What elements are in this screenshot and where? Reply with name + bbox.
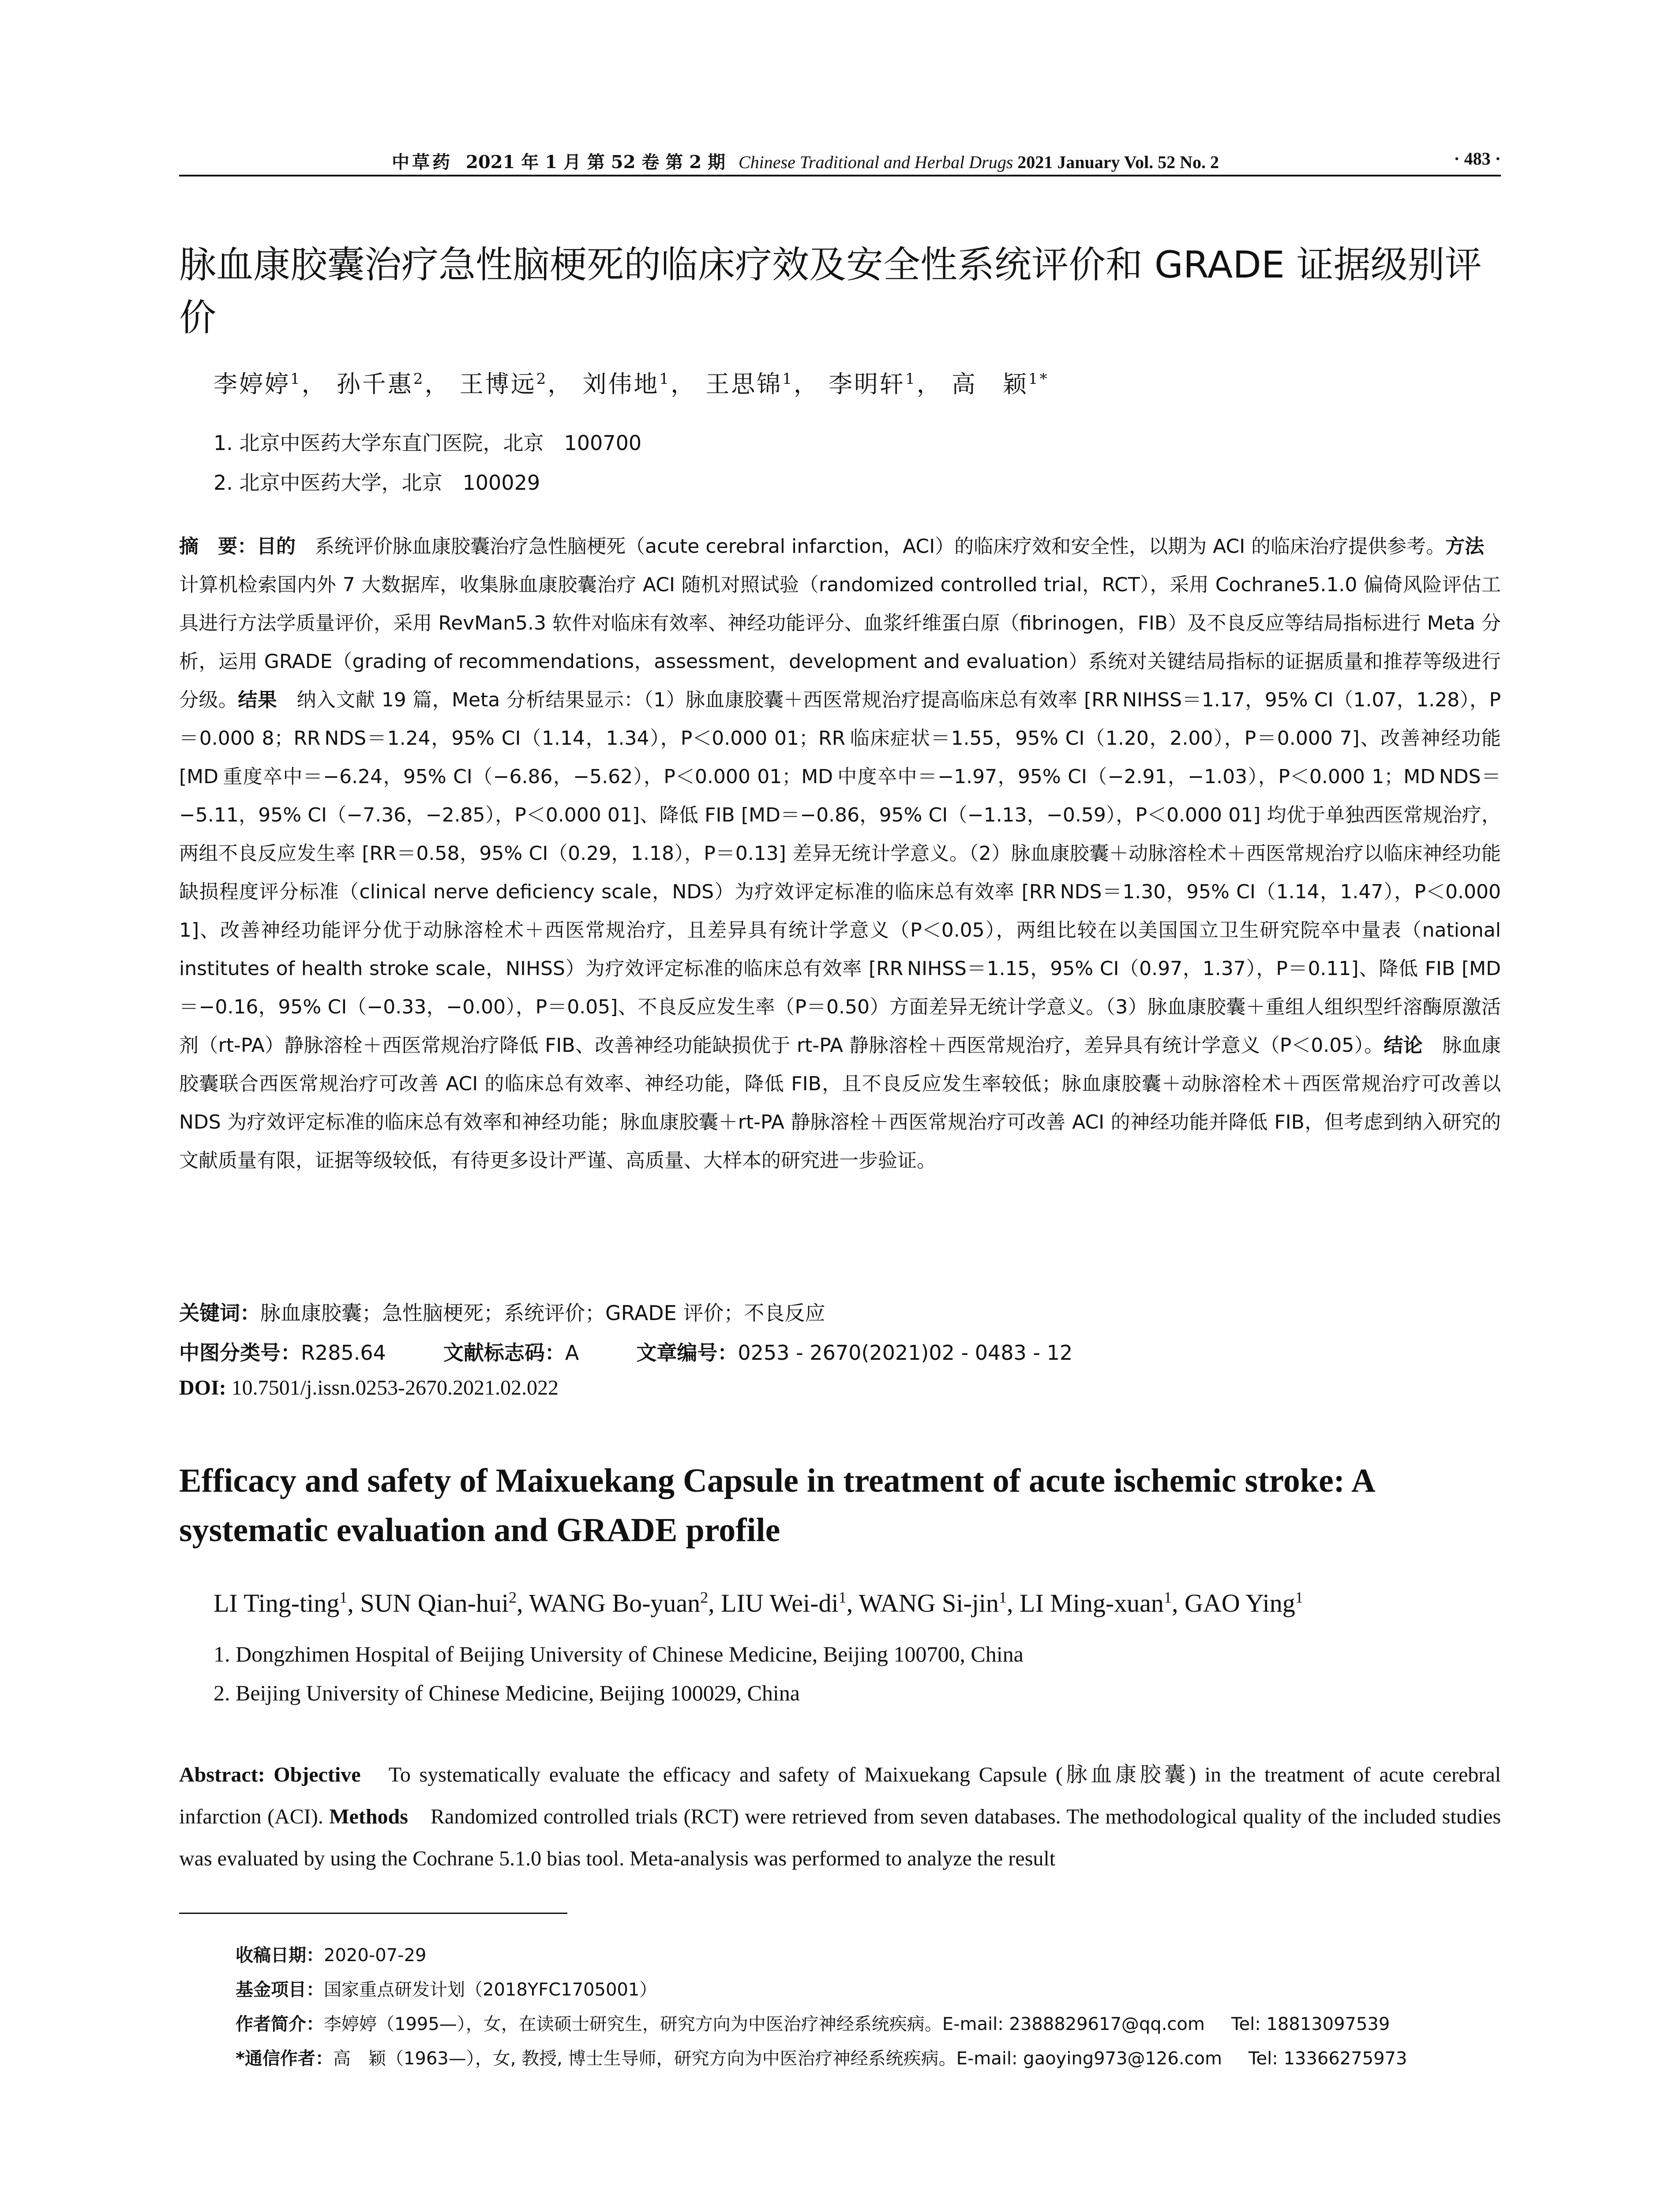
journal-name-cn: 中草药 <box>392 152 453 173</box>
affiliation-cn-2: 2. 北京中医药大学，北京 100029 <box>214 471 540 495</box>
author-bio-label: 作者简介： <box>236 2014 324 2034</box>
article-title-cn: 脉血康胶囊治疗急性脑梗死的临床疗效及安全性系统评价和 GRADE 证据级别评价 <box>179 243 1482 339</box>
author-cn: 李明轩$^1$， <box>829 370 942 398</box>
results-label: 结果 <box>238 689 278 711</box>
doc-code-label: 文献标志码： <box>443 1341 565 1365</box>
fund-label: 基金项目： <box>236 1980 324 2000</box>
classification <box>179 1337 1072 1366</box>
received-label: 收稿日期： <box>236 1945 324 1966</box>
running-header <box>179 142 1501 173</box>
page-number: · 483 · <box>1454 149 1501 169</box>
author-en: SUN Qian-hui$^2$, <box>360 1589 529 1618</box>
doc-code-value: A <box>565 1341 579 1365</box>
abstract-label: 摘 要： <box>179 535 257 558</box>
keywords <box>179 1297 825 1326</box>
corresponding-label: *通信作者： <box>236 2048 333 2069</box>
journal-name-en: Chinese Traditional and Herbal Drugs <box>739 152 1013 172</box>
footnote-fund <box>236 1976 657 2001</box>
author-bio-value: 李婷婷（1995—），女，在读硕士研究生，研究方向为中医治疗神经系统疾病。E-mail: 2388829617@qq.com <box>324 2014 1205 2034</box>
author-cn: 刘伟地$^1$， <box>582 370 697 398</box>
keywords-label: 关键词： <box>179 1301 260 1325</box>
author-cn: 王博远$^2$， <box>459 370 574 398</box>
author-list-cn <box>214 365 1049 399</box>
author-list-en <box>214 1588 1303 1618</box>
methods-en-text: Randomized controlled trials (RCT) were retrieved from seven databases. The methodological quality of the included studies was evaluated by using the Cochrane 5.1.0 bias tool. Meta-analysis was performed to analyze the result <box>179 1805 1501 1870</box>
author-en: LI Ming-xuan$^1$, <box>1019 1589 1185 1618</box>
doi <box>179 1376 559 1400</box>
objective-text: 系统评价脉血康胶囊治疗急性脑梗死（acute cerebral infarction，ACI）的临床疗效和安全性，以期为 ACI 的临床治疗提供参考。 <box>296 535 1446 558</box>
footnote-author <box>236 2010 1390 2035</box>
article-number-value: 0253 - 2670(2021)02 - 0483 - 12 <box>738 1341 1073 1365</box>
received-value: 2020-07-29 <box>324 1945 427 1966</box>
article-number-label: 文章编号： <box>636 1341 738 1365</box>
footnote-corresponding <box>236 2045 1407 2070</box>
author-cn: 孙千惠$^2$， <box>336 370 450 398</box>
author-en: WANG Bo-yuan$^2$, <box>529 1589 721 1618</box>
doi-value[interactable]: 10.7501/j.issn.0253-2670.2021.02.022 <box>231 1376 559 1399</box>
author-en: LI Ting-ting$^1$, <box>214 1589 360 1618</box>
abstract-en <box>179 1754 1501 1880</box>
article-title-en: Efficacy and safety of Maixuekang Capsule in treatment of acute ischemic stroke: A systematic evaluation and GRADE profile <box>179 1462 1374 1549</box>
running-header-left <box>392 148 1219 173</box>
clc-label: 中图分类号： <box>179 1341 301 1365</box>
author-en: LIU Wei-$di^1$, <box>721 1589 859 1618</box>
author-en: GAO Ying$^1$ <box>1184 1589 1303 1618</box>
clc-value: R285.64 <box>301 1341 386 1365</box>
fund-value: 国家重点研发计划（2018YFC1705001） <box>324 1980 657 2000</box>
doi-label: DOI: <box>179 1376 226 1399</box>
issue-date-cn: 2021 年 1 月 第 52 卷 第 2 期 <box>466 152 725 173</box>
corresponding-tel: Tel: 13366275973 <box>1248 2048 1407 2069</box>
author-cn: 李婷婷$^1$， <box>214 370 327 398</box>
issue-date-en: 2021 January Vol. 52 No. 2 <box>1017 152 1219 172</box>
author-cn: 高 颖$^{1*}$ <box>951 370 1049 398</box>
author-en: WANG Si-jin$^1$, <box>859 1589 1020 1618</box>
keywords-value: 脉血康胶囊；急性脑梗死；系统评价；GRADE 评价；不良反应 <box>260 1301 825 1325</box>
affiliation-cn-1: 1. 北京中医药大学东直门医院，北京 100700 <box>214 431 642 455</box>
methods-label: 方法 <box>1445 535 1485 558</box>
corresponding-value: 高 颖（1963—），女, 教授, 博士生导师，研究方向为中医治疗神经系统疾病。E-mail: gaoying973@126.com <box>333 2048 1222 2069</box>
author-tel: Tel: 18813097539 <box>1231 2014 1390 2034</box>
objective-en-text: To systematically evaluate the efficacy and safety of Maixuekang Capsule (脉血康胶囊) in the treatment of acute cerebral infarction (ACI). <box>179 1763 1501 1828</box>
footnote-received <box>236 1941 426 1966</box>
abstract-cn <box>179 527 1504 1180</box>
methods-text: 计算机检索国内外 7 大数据库，收集脉血康胶囊治疗 ACI 随机对照试验（randomized controlled trial，RCT），采用 Cochrane5.1.0 偏倚风险评估工具进行方法学质量评价，采用 RevMan5.3 软件对临床有效率、神经功能评分、血浆纤维蛋白原（fibrinogen，FIB）及不良反应等结局指标进行 Meta 分析，运用 GRADE（grading of recommendations，assessment，development and evaluation）系统对关键结局指标的证据质量和推荐等级进行分级。 <box>179 535 1504 711</box>
conclusion-label: 结论 <box>1384 1034 1423 1057</box>
abstract-en-label: Abstract: Objective <box>179 1763 361 1786</box>
header-rule <box>179 175 1501 176</box>
author-cn: 王思锦$^1$， <box>705 370 819 398</box>
conclusion-text: 脉血康胶囊联合西医常规治疗可改善 ACI 的临床总有效率、神经功能，降低 FIB，且不良反应发生率较低；脉血康胶囊＋动脉溶栓术＋西医常规治疗可改善以 NDS 为疗效评定标准的临床总有效率和神经功能；脉血康胶囊＋rt-PA 静脉溶栓＋西医常规治疗可改善 ACI 的神经功能并降低 FIB，但考虑到纳入研究的文献质量有限，证据等级较低，有待更多设计严谨、高质量、大样本的研究进一步验证。 <box>179 1034 1501 1172</box>
affiliation-en-1: 1. Dongzhimen Hospital of Beijing University of Chinese Medicine, Beijing 100700, China <box>214 1642 1024 1666</box>
objective-label: 目的 <box>257 535 296 558</box>
affiliation-en-2: 2. Beijing University of Chinese Medicine, Beijing 100029, China <box>214 1681 800 1705</box>
results-text: 纳入文献 19 篇，Meta 分析结果显示：（1）脉血康胶囊＋西医常规治疗提高临床总有效率 [RR NIHSS＝1.17，95% CI（1.07，1.28），P＝0.000 8；RR NDS＝1.24，95% CI（1.14，1.34），P＜0.000 01；RR 临床症状＝1.55，95% CI（1.20，2.00），P＝0.000 7]、改善神经功能 [MD 重度卒中＝−6.24，95% CI（−6.86，−5.62），P＜0.000 01；MD 中度卒中＝−1.97，95% CI（−2.91，−1.03），P＜0.000 1；MD NDS＝−5.11，95% CI（−7.36，−2.85），P＜0.000 01]、降低 FIB [MD＝−0.86，95% CI（−1.13，−0.59），P＜0.000 01] 均优于单独西医常规治疗，两组不良反应发生率 [RR＝0.58，95% CI（0.29，1.18），P＝0.13] 差异无统计学意义。（2）脉血康胶囊＋动脉溶栓术＋西医常规治疗以临床神经功能缺损程度评分标准（clinical nerve deficiency scale，NDS）为疗效评定标准的临床总有效率 [RR NDS＝1.30，95% CI（1.14，1.47），P＜0.000 1]、改善神经功能评分优于动脉溶栓术＋西医常规治疗，且差异具有统计学意义（P＜0.05），两组比较在以美国国立卫生研究院卒中量表（national institutes of health stroke scale，NIHSS）为疗效评定标准的临床总有效率 [RR NIHSS＝1.15，95% CI（0.97，1.37），P＝0.11]、降低 FIB [MD＝−0.16，95% CI（−0.33，−0.00），P＝0.05]、不良反应发生率（P＝0.50）方面差异无统计学意义。（3）脉血康胶囊＋重组人组织型纤溶酶原激活剂（rt-PA）静脉溶栓＋西医常规治疗降低 FIB、改善神经功能缺损优于 rt-PA 静脉溶栓＋西医常规治疗，差异具有统计学意义（P＜0.05）。 <box>179 689 1501 1057</box>
footnote-rule <box>179 1913 567 1914</box>
methods-en-label: Methods <box>329 1805 408 1828</box>
